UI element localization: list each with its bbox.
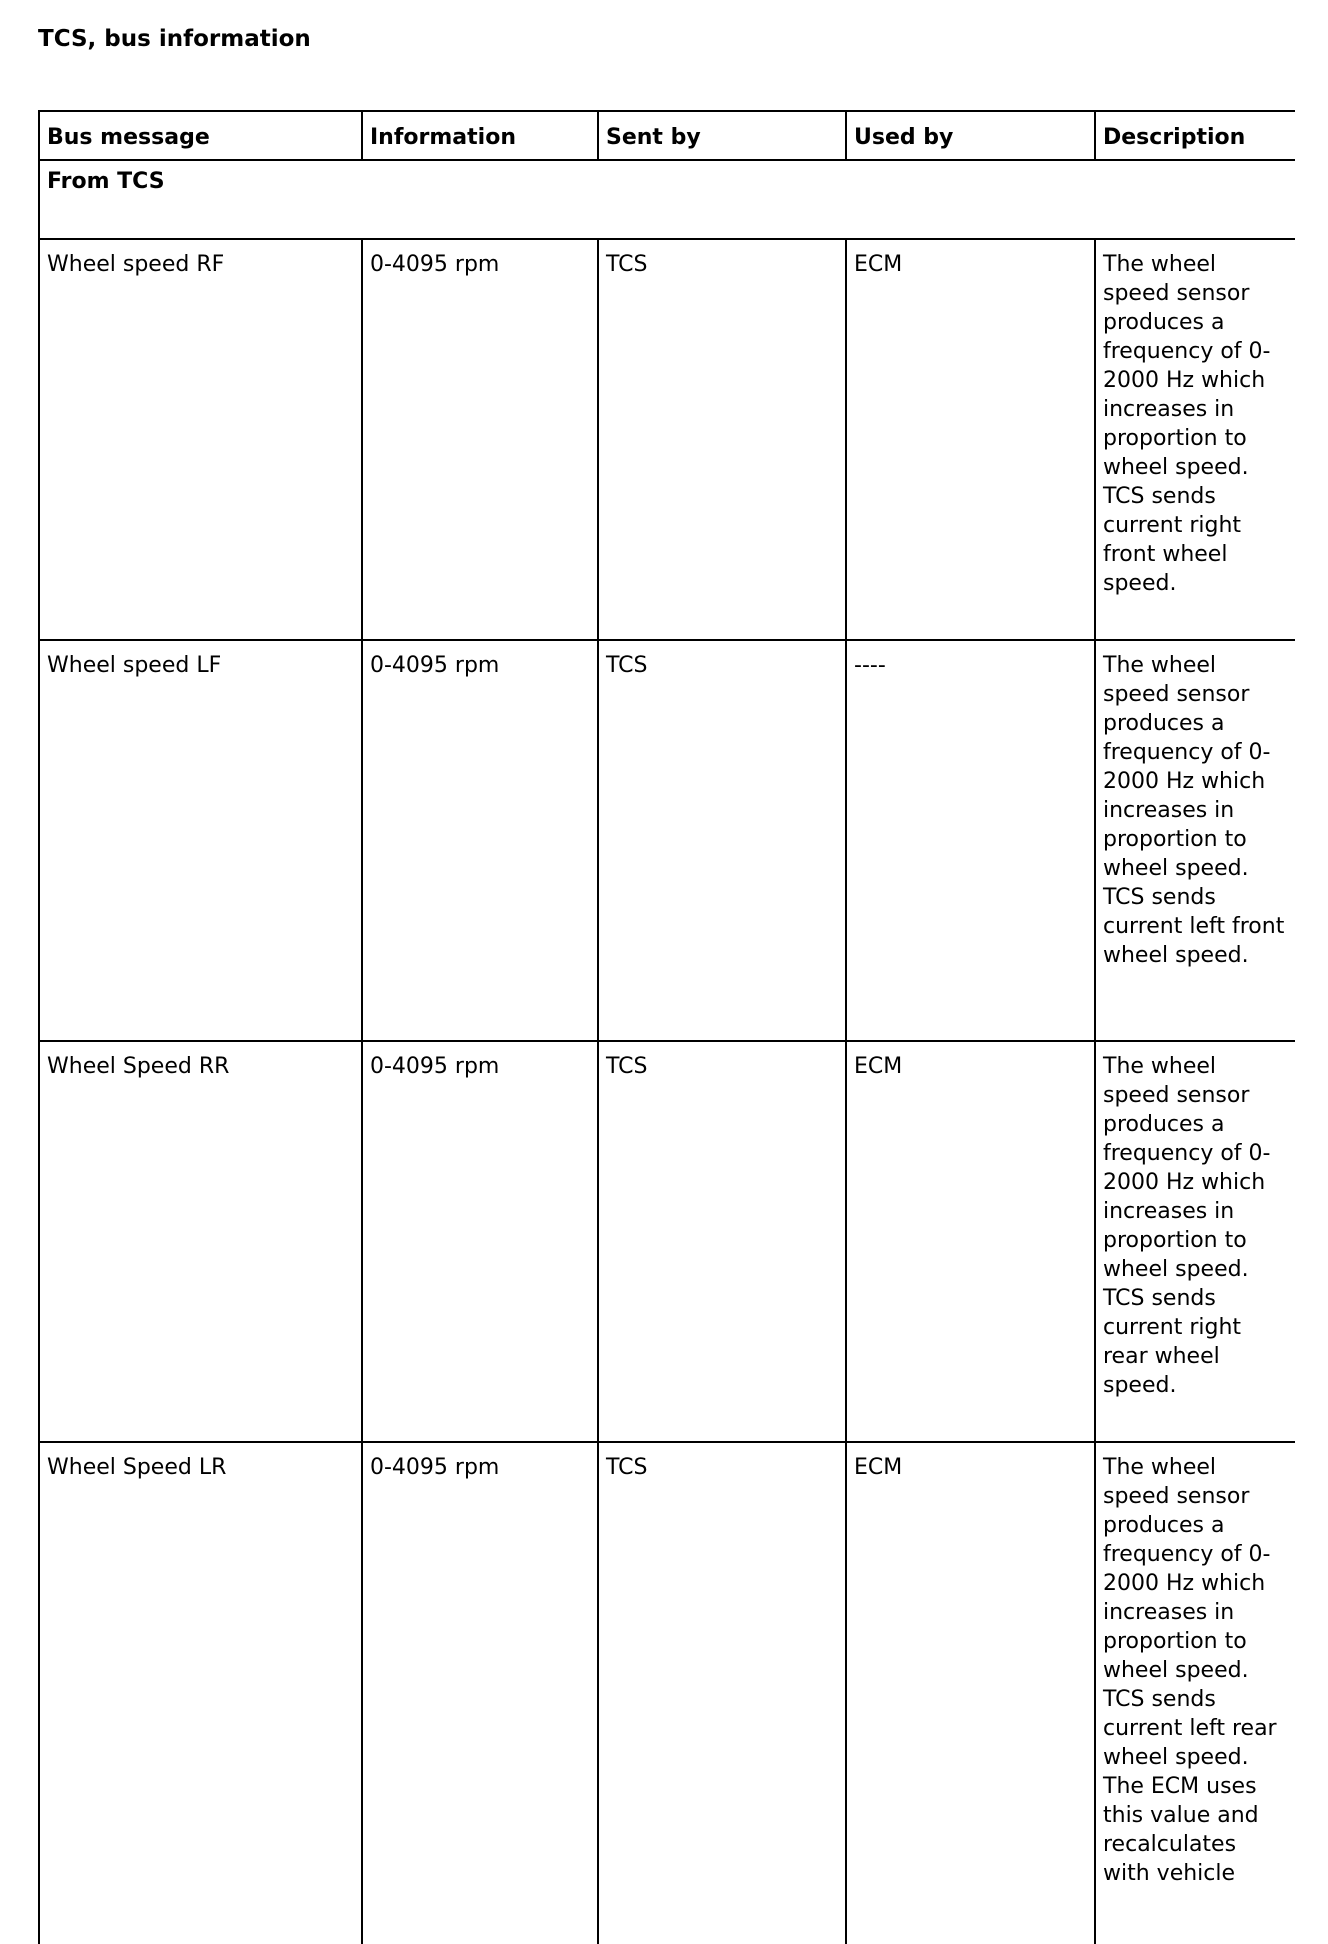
table-header-row — [39, 111, 1295, 160]
header-bus-message: Bus message — [39, 111, 362, 160]
section-row — [39, 160, 1295, 239]
cell-description: The wheel speed sensor produces a frequency of 0-2000 Hz which increases in proportion to wheel speed. TCS sends current right front wheel speed. — [1095, 239, 1295, 640]
page-title: TCS, bus information — [38, 26, 311, 52]
table-row — [39, 239, 1295, 640]
bus-info-table — [38, 110, 1295, 1944]
cell-sent-by: TCS — [598, 640, 846, 1041]
cell-information: 0-4095 rpm — [362, 1041, 598, 1442]
header-description: Description — [1095, 111, 1295, 160]
header-information: Information — [362, 111, 598, 160]
table-row — [39, 640, 1295, 1041]
cell-bus-message: Wheel speed LF — [39, 640, 362, 1041]
cell-information: 0-4095 rpm — [362, 640, 598, 1041]
cell-description: The wheel speed sensor produces a frequency of 0-2000 Hz which increases in proportion to wheel speed. TCS sends current left rear wheel speed. The ECM uses this value and recalculates with vehicle — [1095, 1442, 1295, 1944]
cell-used-by: ECM — [846, 239, 1095, 640]
cell-description: The wheel speed sensor produces a frequency of 0-2000 Hz which increases in proportion to wheel speed. TCS sends current left front wheel speed. — [1095, 640, 1295, 1041]
header-sent-by: Sent by — [598, 111, 846, 160]
cell-information: 0-4095 rpm — [362, 1442, 598, 1944]
cell-sent-by: TCS — [598, 1442, 846, 1944]
cell-used-by: ECM — [846, 1041, 1095, 1442]
table-row — [39, 1442, 1295, 1944]
bus-info-table-container — [38, 110, 1295, 1944]
cell-used-by: ECM — [846, 1442, 1095, 1944]
table-row — [39, 1041, 1295, 1442]
cell-used-by: ---- — [846, 640, 1095, 1041]
cell-sent-by: TCS — [598, 1041, 846, 1442]
cell-bus-message: Wheel Speed LR — [39, 1442, 362, 1944]
cell-description: The wheel speed sensor produces a frequency of 0-2000 Hz which increases in proportion to wheel speed. TCS sends current right rear wheel speed. — [1095, 1041, 1295, 1442]
cell-information: 0-4095 rpm — [362, 239, 598, 640]
section-label: From TCS — [39, 160, 1295, 239]
cell-sent-by: TCS — [598, 239, 846, 640]
header-used-by: Used by — [846, 111, 1095, 160]
cell-bus-message: Wheel Speed RR — [39, 1041, 362, 1442]
cell-bus-message: Wheel speed RF — [39, 239, 362, 640]
